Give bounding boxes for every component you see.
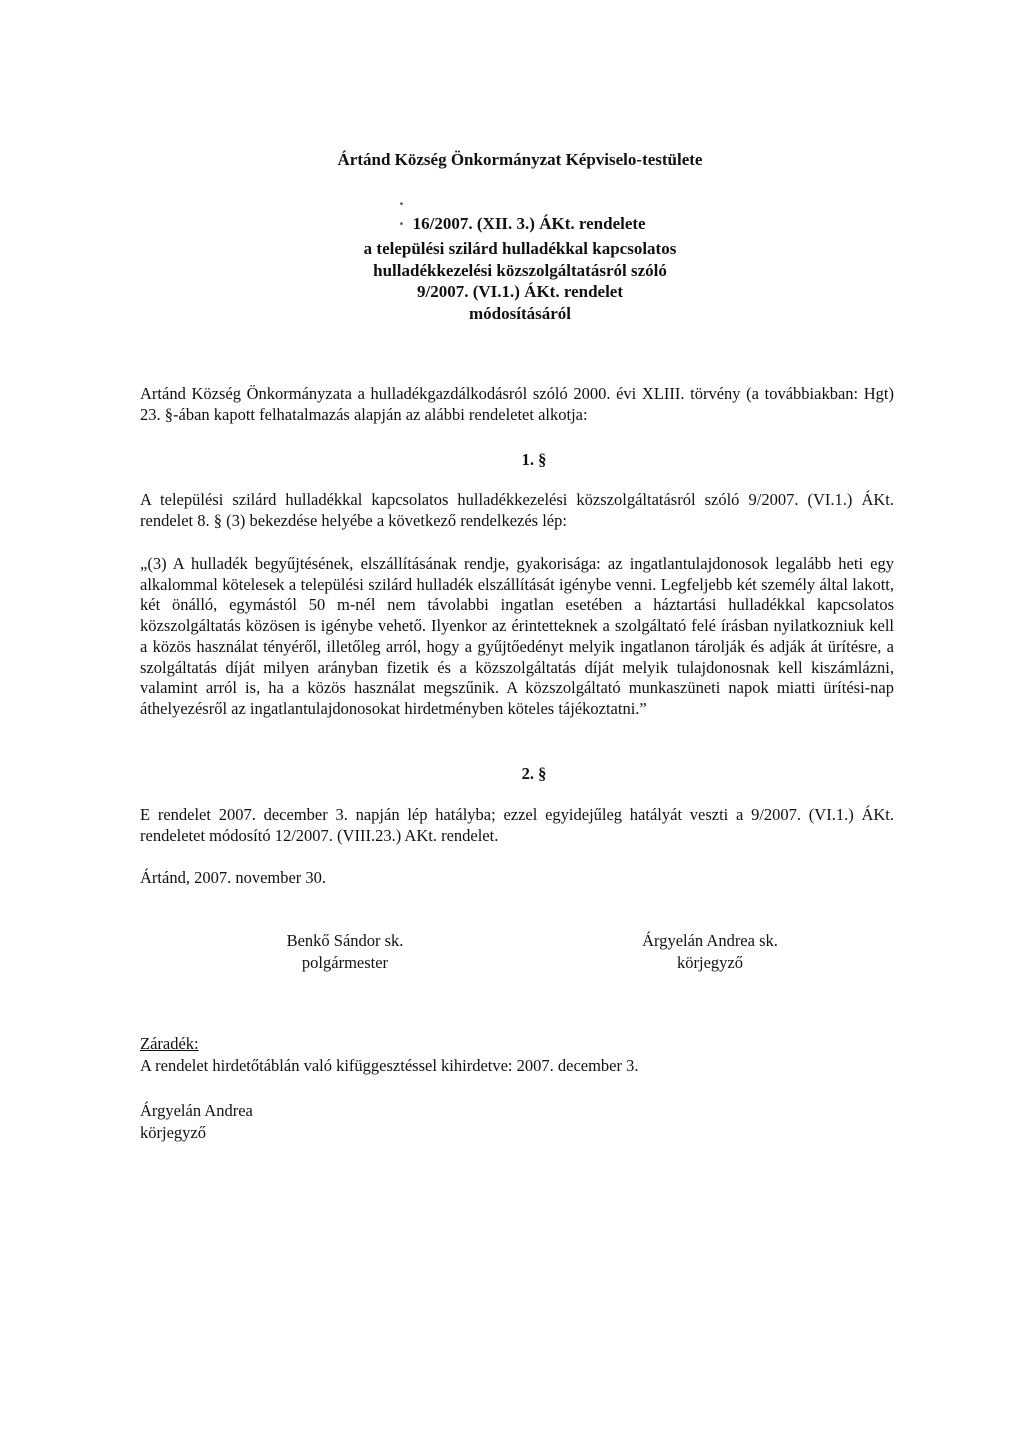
signer-name: Árgyelán Andrea sk. [642, 931, 778, 950]
place-date: Ártánd, 2007. november 30. [140, 868, 327, 887]
title-line: a települési szilárd hulladékkal kapcsolatos [363, 239, 677, 258]
clause-text: A rendelet hirdetőtáblán való kifüggesztéssel kihirdetve: 2007. december 3. [140, 1056, 639, 1075]
title-line: módosításáról [469, 303, 571, 323]
clause-signer-role: körjegyző [140, 1123, 206, 1142]
clause-signer-name: Árgyelán Andrea [140, 1101, 253, 1120]
decree-title [140, 238, 900, 324]
issuer-heading: Ártánd Község Önkormányzat Képviselo-testülete [337, 150, 703, 169]
signer-role: polgármester [301, 953, 389, 972]
signer-name: Benkő Sándor sk. [286, 931, 404, 950]
section-2-heading: 2. § [521, 764, 547, 783]
title-line: 9/2007. (VI.1.) ÁKt. rendelet [416, 282, 624, 301]
decree-number-line [140, 194, 900, 234]
signer-role: körjegyző [677, 953, 743, 972]
decree-number: 16/2007. (XII. 3.) ÁKt. rendelete [412, 214, 646, 233]
section-1-quote: „(3) A hulladék begyűjtésének, elszállításának rendje, gyakorisága: az ingatlantulajdonosok legalább heti egy alkalommal kötelesek a települési szilárd hulladék elszállítását igénybe venni. Legfeljebb két személy által lakott, két önálló, egymástól 50 m-nél nem távolabbi ingatlan esetében a háztartási hulladékkal kapcsolatos közszolgáltatás közösen is igénybe vehető. Ilyenkor az érintetteknek a szolgáltató felé írásban nyilatkozniuk kell a közös használat tényéről, illetőleg arról, hogy a gyűjtőedényt melyik ingatlanon tárolják és adják át ürítésre, a szolgáltatás díját milyen arányban fizetik és a közszolgáltatás díját melyik tulajdonosnak kell kiszámlázni, valamint arról is, ha a közös használat megszűnik. A közszolgáltató munkaszüneti napok miatti ürítési-nap áthelyezésről az ingatlantulajdonosokat hirdetményben köteles tájékoztatni.” [140, 554, 894, 718]
scan-mark: · · [398, 194, 405, 233]
clause-label [140, 1034, 894, 1055]
signature-mayor [240, 930, 450, 974]
section-1-heading: 1. § [521, 450, 547, 469]
clause-label-text: Záradék: [140, 1034, 199, 1053]
signature-notary [605, 930, 815, 974]
section-1-intro: A települési szilárd hulladékkal kapcsolatos hulladékkezelési közszolgáltatásról szóló 9/2007. (VI.1.) ÁKt. rendelet 8. § (3) bekezdése helyébe a következő rendelkezés lép: [140, 490, 894, 530]
section-2-text: E rendelet 2007. december 3. napján lép hatályba; ezzel egyidejűleg hatályát veszti a 9/2007. (VI.1.) ÁKt. rendeletet módosító 12/2007. (VIII.23.) AKt. rendelet. [140, 805, 894, 845]
clause-signer [140, 1100, 894, 1144]
title-line: hulladékkezelési közszolgáltatásról szóló [373, 260, 667, 280]
preamble-paragraph: Artánd Község Önkormányzata a hulladékgazdálkodásról szóló 2000. évi XLIII. törvény (a továbbiakban: Hgt) 23. §-ában kapott felhatalmazás alapján az alábbi rendeletet alkotja: [140, 384, 894, 424]
